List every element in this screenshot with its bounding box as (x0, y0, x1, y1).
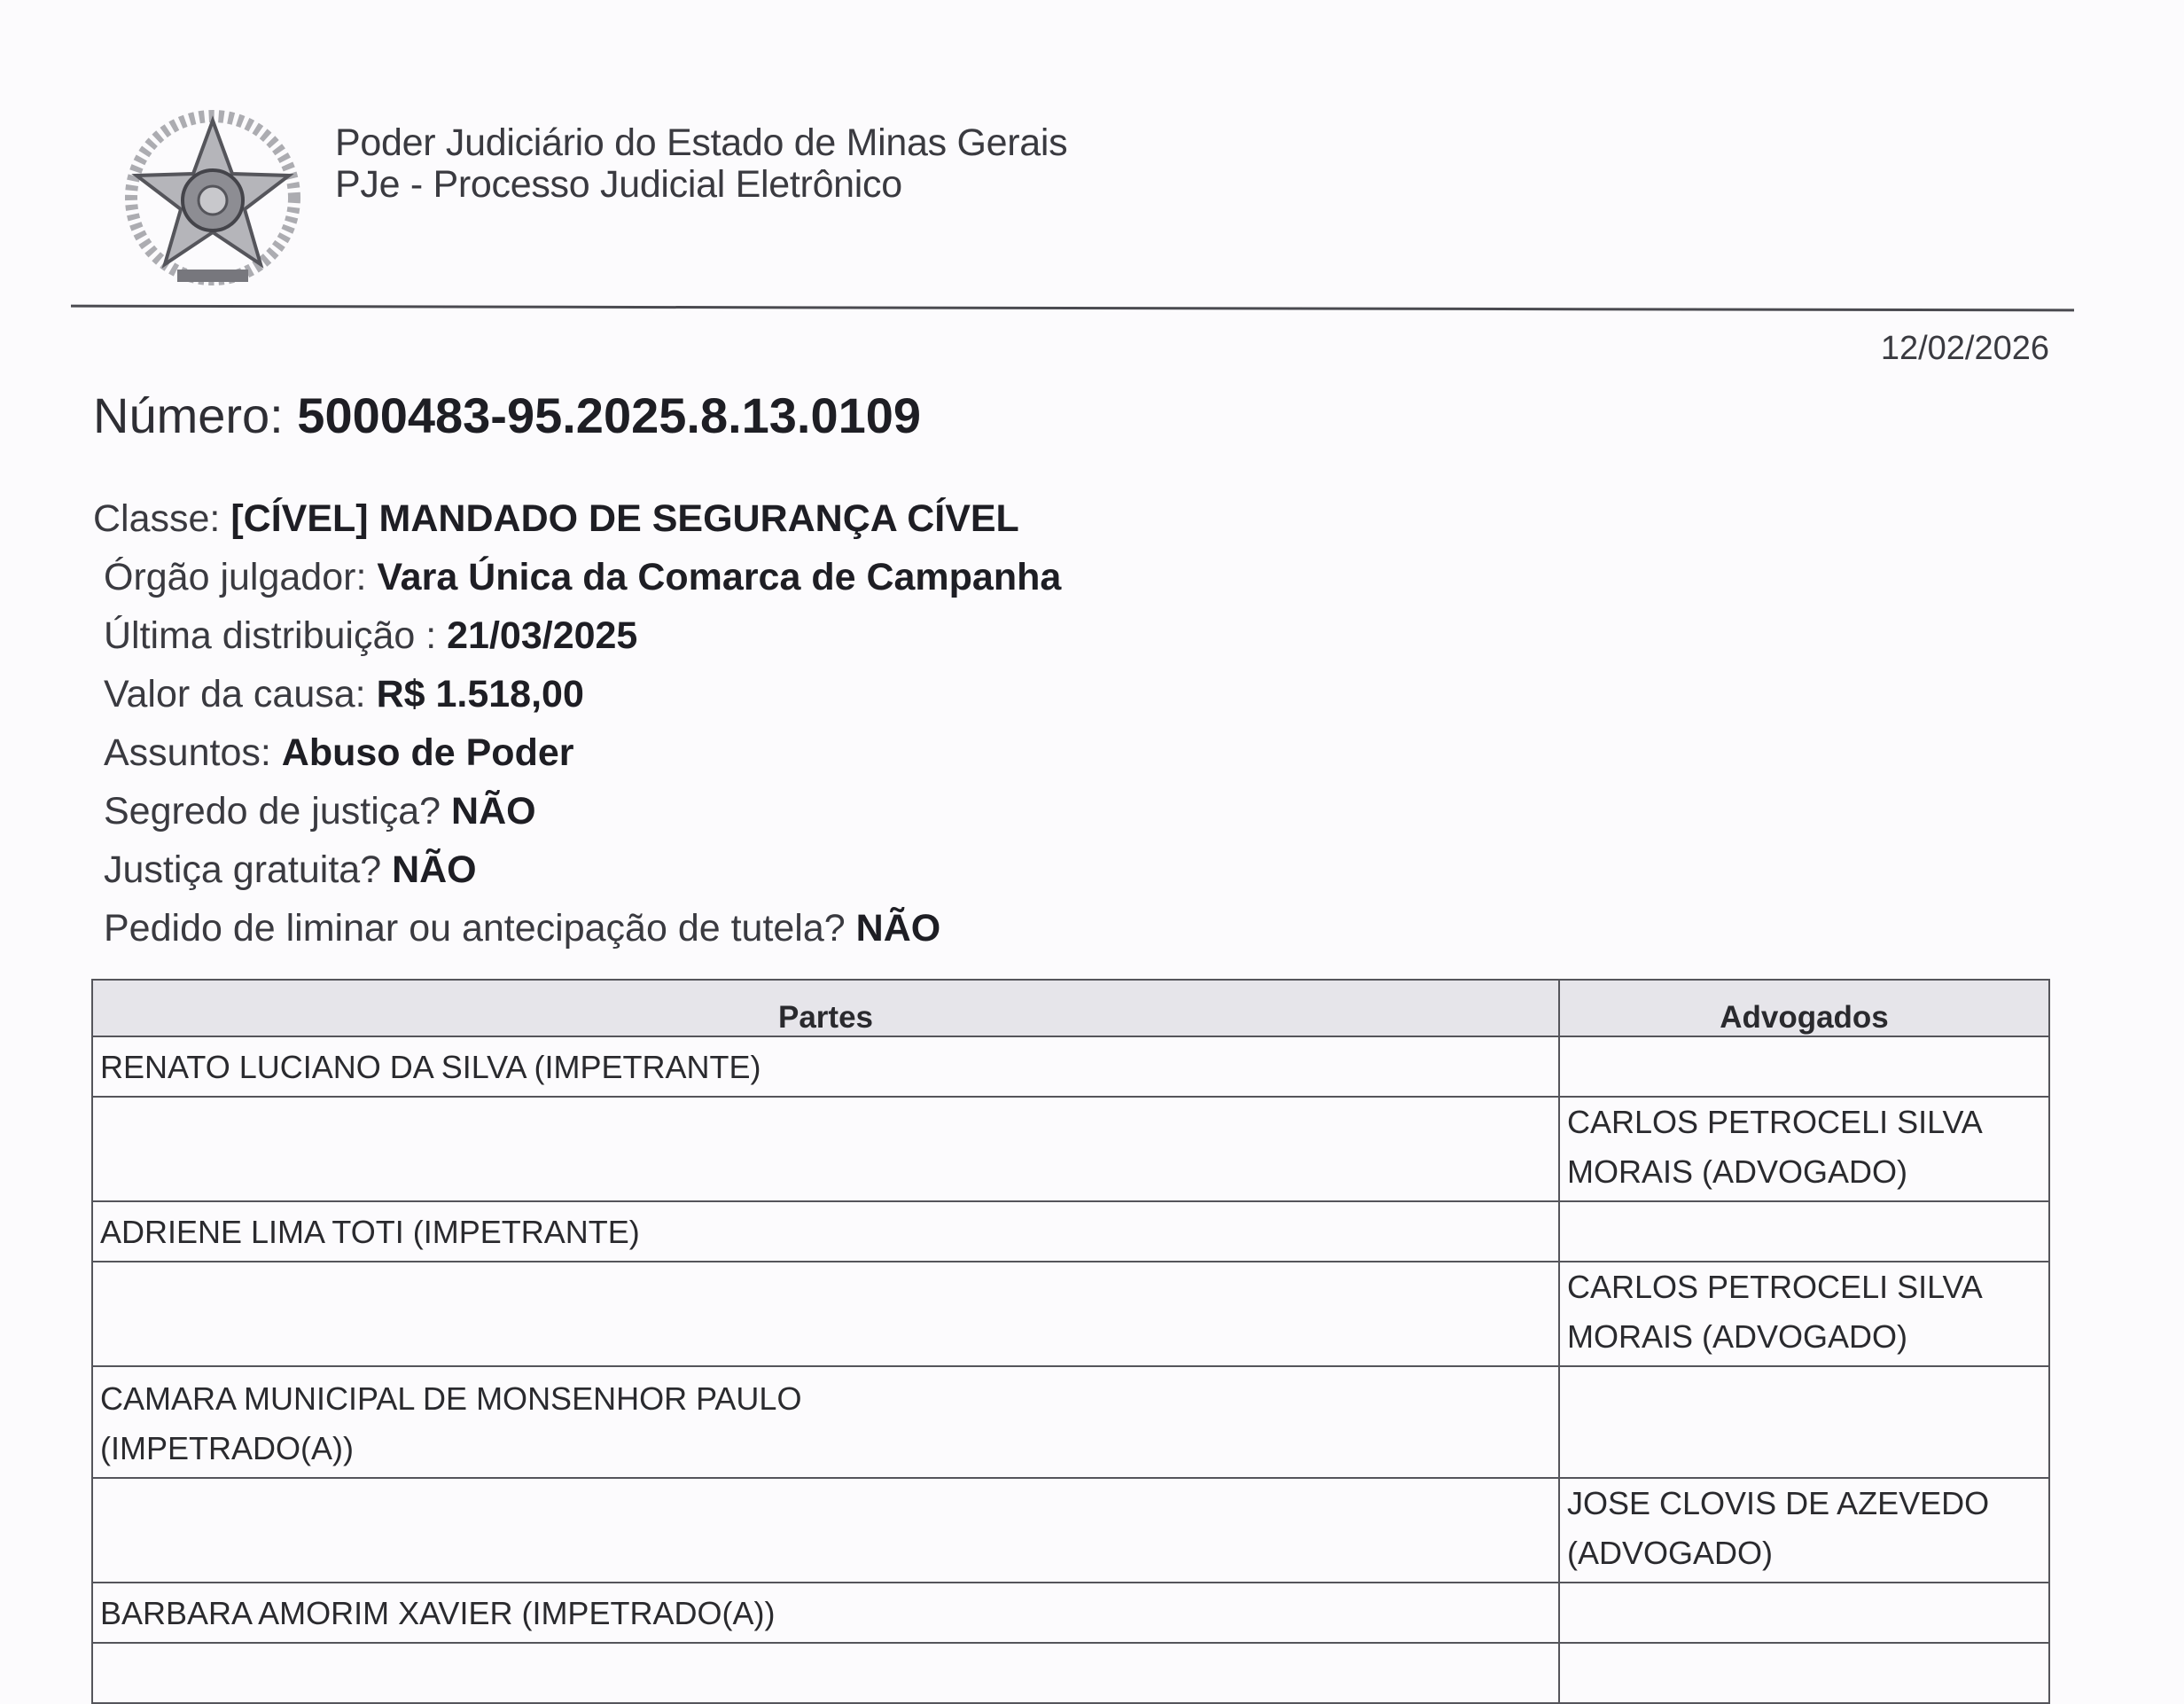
field-orgao-julgador (93, 548, 1061, 606)
field-value: 21/03/2025 (447, 614, 638, 657)
field-label: Última distribuição : (104, 614, 437, 657)
party-cell: BARBARA AMORIM XAVIER (IMPETRADO(A)) (92, 1583, 1559, 1643)
table-row (92, 1262, 2049, 1366)
field-label: Classe: (93, 497, 221, 540)
field-value: NÃO (855, 907, 941, 950)
table-row (92, 1036, 2049, 1097)
lawyer-cell (1559, 1643, 2049, 1703)
process-details (93, 489, 1061, 958)
field-valor-causa (93, 665, 1061, 723)
field-value: NÃO (392, 848, 477, 891)
field-segredo-justica (93, 782, 1061, 840)
process-number-value: 5000483-95.2025.8.13.0109 (297, 387, 922, 443)
party-cell (92, 1478, 1559, 1583)
field-value: Abuso de Poder (281, 731, 574, 774)
party-cell (92, 1262, 1559, 1366)
table-row (92, 1583, 2049, 1643)
lawyer-cell: JOSE CLOVIS DE AZEVEDO (ADVOGADO) (1559, 1478, 2049, 1583)
table-row (92, 1643, 2049, 1703)
header-system-name: PJe - Processo Judicial Eletrônico (335, 163, 902, 206)
parties-table (91, 979, 2050, 1704)
header-court-name: Poder Judiciário do Estado de Minas Gerais (335, 121, 1068, 164)
field-classe (93, 489, 1061, 548)
party-cell (92, 1643, 1559, 1703)
field-value: [CÍVEL] MANDADO DE SEGURANÇA CÍVEL (230, 497, 1019, 540)
field-assuntos (93, 723, 1061, 782)
process-number (93, 387, 921, 444)
document-header (335, 122, 1067, 206)
lawyer-cell (1559, 1583, 2049, 1643)
party-cell (92, 1097, 1559, 1201)
lawyer-cell (1559, 1036, 2049, 1097)
table-row (92, 1366, 2049, 1478)
lawyer-cell (1559, 1201, 2049, 1262)
table-row (92, 1097, 2049, 1201)
field-label: Órgão julgador: (104, 556, 367, 598)
header-divider (71, 305, 2074, 312)
document-date: 12/02/2026 (1880, 330, 2049, 367)
party-cell: ADRIENE LIMA TOTI (IMPETRANTE) (92, 1201, 1559, 1262)
field-pedido-liminar (93, 899, 1061, 958)
lawyer-cell: CARLOS PETROCELI SILVA MORAIS (ADVOGADO) (1559, 1097, 2049, 1201)
field-label: Pedido de liminar ou antecipação de tutela? (104, 907, 846, 950)
field-value: NÃO (451, 790, 536, 832)
party-cell: CAMARA MUNICIPAL DE MONSENHOR PAULO (IMPETRADO(A)) (92, 1366, 1559, 1478)
field-label: Justiça gratuita? (104, 848, 382, 891)
field-ultima-distribuicao (93, 606, 1061, 665)
column-header-advogados: Advogados (1559, 980, 2049, 1036)
table-header-row (92, 980, 2049, 1036)
field-justica-gratuita (93, 840, 1061, 899)
table-row (92, 1201, 2049, 1262)
field-label: Segredo de justiça? (104, 790, 441, 832)
table-row (92, 1478, 2049, 1583)
field-label: Valor da causa: (104, 673, 366, 715)
field-value: R$ 1.518,00 (376, 673, 584, 715)
field-value: Vara Única da Comarca de Campanha (377, 556, 1062, 598)
column-header-partes: Partes (92, 980, 1559, 1036)
lawyer-cell: CARLOS PETROCELI SILVA MORAIS (ADVOGADO) (1559, 1262, 2049, 1366)
process-number-label: Número: (93, 387, 284, 443)
lawyer-cell (1559, 1366, 2049, 1478)
field-label: Assuntos: (104, 731, 271, 774)
brazil-coat-of-arms-icon (124, 105, 301, 291)
party-cell: RENATO LUCIANO DA SILVA (IMPETRANTE) (92, 1036, 1559, 1097)
